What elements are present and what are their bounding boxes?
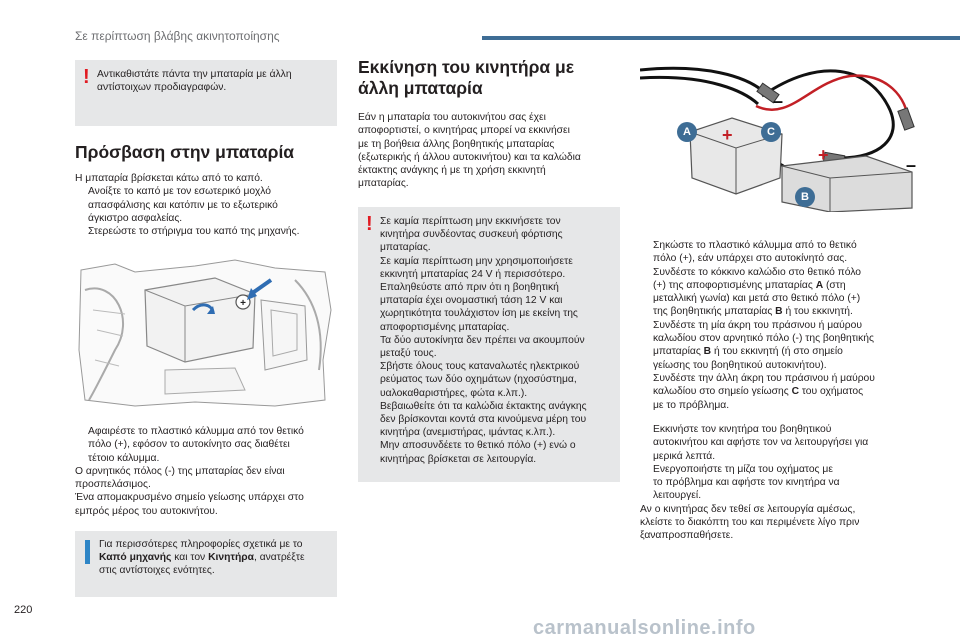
section-heading-jump-start: Εκκίνηση του κινητήρα με άλλη μπαταρία (358, 57, 575, 98)
list-item: Στερεώστε το στήριγμα του καπό της μηχανής. (88, 226, 300, 238)
note-line: κινητήρας βρίσκεται σε λειτουργία. (380, 453, 537, 465)
list-item: Συνδέστε τη μία άκρη του πράσινου ή μαύρου καλωδίου στον αρνητικό πόλο (-) της βοηθητικής μπαταρίας B ή του εκκινητή (ή στο σημείο γείωσης του βοηθητικού αυτοκινήτου). (653, 319, 874, 371)
section-heading-battery-access: Πρόσβαση στην μπαταρία (75, 142, 295, 162)
note-line: μπαταρίας. (380, 242, 431, 254)
note-line: Σε καμία περίπτωση μην χρησιμοποιήσετε (380, 255, 573, 267)
info-note-references: Για περισσότερες πληροφορίες σχετικά με το Καπό μηχανής και τον Κινητήρα, ανατρέξτε στις αντίστοιχες ενότητες. (75, 531, 337, 597)
cover-removal-text: Αφαιρέστε το πλαστικό κάλυμμα από τον θετικό πόλο (+), εφόσον το αυτοκίνητο σας διαθέτει τέτοιο κάλυμμα. Ο αρνητικός πόλος (-) της μπαταρίας δεν είναι προσπελάσιμος. Ένα απομακρυσμένο σημείο γείωσης υπάρχει στο εμπρός μέρος του αυτοκινήτου. (75, 425, 337, 518)
closing-text-line: ξαναπροσπαθήσετε. (640, 530, 734, 542)
warning-note-jump-start (358, 207, 620, 482)
jump-start-steps-2 (640, 423, 920, 543)
note-line: κινητήρα (ανεμιστήρας, ιμάντας κ.λπ.). (380, 427, 556, 439)
intro-text: Η μπαταρία βρίσκεται κάτω από το καπό. (75, 173, 263, 184)
note-line: μεταξύ τους. (380, 348, 437, 360)
page-header-title: Σε περίπτωση βλάβης ακινητοποίησης (75, 29, 280, 43)
note-line: Αντικαθιστάτε πάντα την μπαταρία με άλλη (97, 69, 292, 80)
note-line: δεν βρίσκονται κοντά στα κινούμενα μέρη του (380, 414, 587, 426)
note-line: Μην αποσυνδέετε το θετικό πόλο (+) ενώ ο (380, 440, 576, 452)
svg-text:+: + (240, 298, 246, 309)
list-item: Συνδέστε το κόκκινο καλώδιο στο θετικό πόλο (+) της αποφορτισμένης μπαταρίας A (στη μεταλλική γωνία) και μετά στο θετικό πόλο (+) της βοηθητικής μπαταρίας B ή του εκκινητή. (653, 266, 862, 318)
list-item: Σηκώστε το πλαστικό κάλυμμα από το θετικό πόλο (+), εάν υπάρχει στο αυτοκίνητό σας. (653, 240, 857, 265)
battery-a-label: A (677, 122, 697, 142)
note-line: αποφορτισμένης μπαταρίας. (380, 321, 510, 333)
minus-sign-battery-b: – (906, 155, 917, 175)
list-item: Εκκινήστε τον κινητήρα του βοηθητικού αυτοκινήτου και αφήστε τον να λειτουργήσει για μερικά λεπτά. (653, 424, 869, 462)
header-rule (482, 36, 960, 40)
plus-sign-battery-a: + (722, 125, 733, 145)
note-line: Επαληθεύστε από πριν ότι η βοηθητική (380, 282, 559, 294)
battery-b-label: B (795, 187, 815, 207)
list-item: Αφαιρέστε το πλαστικό κάλυμμα από τον θετικό πόλο (+), εφόσον το αυτοκίνητο σας διαθέτει τέτοιο κάλυμμα. (88, 426, 304, 464)
note-line: μπαταρία έχει ονομαστική τάση 12 V και (380, 295, 563, 307)
battery-location-illustration (75, 250, 337, 412)
note-line: ρεύματος των δύο οχημάτων (ηχοσύστημα, (380, 374, 577, 386)
minus-sign-battery-a: – (773, 91, 784, 111)
list-item: Συνδέστε την άλλη άκρη του πράσινου ή μαύρου καλωδίου στο σημείο γείωσης C του οχήματος με το πρόβλημα. (653, 372, 875, 411)
list-item: Ανοίξτε το καπό με τον εσωτερικό μοχλό απασφάλισης και κατόπιν με το εξωτερικό άγκιστρο ασφαλείας. (88, 186, 278, 224)
closing-text-line: Αν ο κινητήρας δεν τεθεί σε λειτουργία αμέσως, (640, 503, 856, 515)
jump-start-intro: Εάν η μπαταρία του αυτοκινήτου σας έχει αποφορτιστεί, ο κινητήρας μπορεί να εκκινήσει με τη βοήθεια άλλης βοηθητικής μπαταρίας (εξωτερικής ή άλλου αυτοκινήτου) και τα καλώδια έκτακτης ανάγκης ή με τη χρήση εκκινητή μπαταρίας. (358, 112, 581, 190)
warning-icon: ! (366, 213, 373, 235)
note-line: εκκινητή μπαταρίας 24 V ή περισσότερο. (380, 268, 566, 280)
battery-access-text (75, 172, 337, 238)
page-number: 220 (14, 604, 33, 616)
note-line: υαλοκαθαριστήρες, φώτα κ.λπ.). (380, 387, 528, 399)
note-line: αντίστοιχων προδιαγραφών. (97, 82, 227, 94)
closing-text-line: κλείστε το διακόπτη του και περιμένετε λίγο πριν (640, 517, 860, 529)
note-line: χωρητικότητα τουλάχιστον ίση με εκείνη της (380, 308, 578, 320)
warning-icon: ! (83, 66, 90, 88)
warning-note-battery-replace (75, 60, 337, 126)
jump-start-steps (640, 239, 920, 412)
plus-sign-battery-b: + (818, 145, 829, 165)
note-line: Σβήστε όλους τους καταναλωτές ηλεκτρικού (380, 361, 580, 373)
note-line: Βεβαιωθείτε ότι τα καλώδια έκτακτης ανάγκης (380, 400, 587, 412)
jump-start-diagram (640, 62, 960, 212)
info-icon (85, 540, 90, 564)
list-item: Ενεργοποιήστε τη μίζα του οχήματος με το πρόβλημα και αφήστε τον κινητήρα να λειτουργεί. (653, 463, 840, 502)
note-line: Σε καμία περίπτωση μην εκκινήσετε τον (380, 216, 561, 227)
watermark: carmanualsonline.info (533, 617, 756, 639)
note-line: Τα δύο αυτοκίνητα δεν πρέπει να ακουμπούν (380, 334, 585, 346)
note-line: κινητήρα συνδέοντας συσκευή φόρτισης (380, 229, 563, 241)
ground-point-c-label: C (761, 122, 781, 142)
